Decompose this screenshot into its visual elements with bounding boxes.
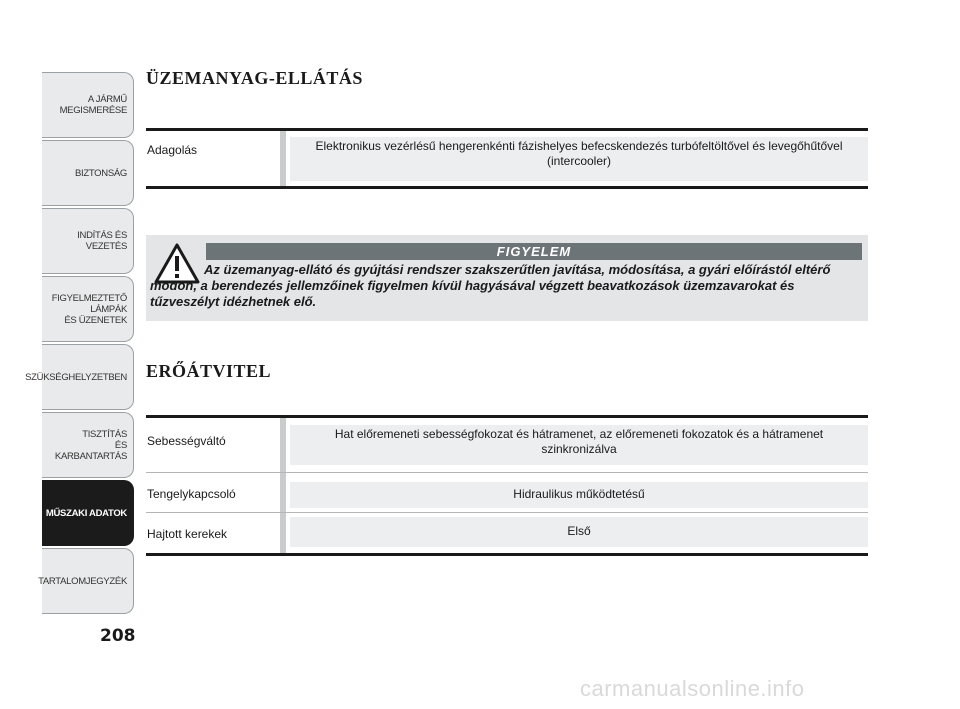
table-top-rule [146, 128, 868, 131]
table-top-rule [146, 415, 868, 418]
tab-vehicle-overview[interactable] [42, 72, 134, 138]
section-title-fuel: ÜZEMANYAG-ELLÁTÁS [146, 68, 363, 88]
column-divider [280, 131, 286, 186]
tab-starting-driving[interactable] [42, 208, 134, 274]
warning-text [150, 262, 850, 310]
watermark: carmanualsonline.info [580, 676, 805, 701]
warning-heading: FIGYELEM [206, 243, 862, 260]
page-number: 208 [100, 626, 136, 646]
tab-warning-lights[interactable] [42, 276, 134, 342]
column-divider [280, 418, 286, 554]
warning-body: Az üzemanyag-ellátó és gyújtási rendszer szakszerűtlen javítása, módosítása, a gyári előírástól eltérő módon, a berendezés jellemzőinek figyelmen kívül hagyásával végzett beavatkozások üzemzavarokat és tűzveszélyt idézhetnek elő. [150, 262, 831, 309]
table-bottom-rule [146, 553, 868, 556]
row-separator [146, 512, 868, 513]
warning-box [146, 235, 868, 321]
row-value-gearbox: Hat előremeneti sebességfokozat és hátramenet, az előremeneti fokozatok és a hátramenet szinkronizálva [290, 425, 868, 465]
tab-label: BIZTONSÁG [74, 167, 127, 179]
tab-label: INDÍTÁS ÉS VEZETÉS [77, 230, 127, 252]
tab-technical-data[interactable] [42, 480, 134, 546]
row-value-injection: Elektronikus vezérlésű hengerenkénti fázishelyes befecskendezés turbófeltöltővel és levegőhűtővel (intercooler) [290, 137, 868, 181]
row-label-injection: Adagolás [147, 143, 198, 157]
row-label-driven-wheels: Hajtott kerekek [147, 527, 228, 541]
row-label-clutch: Tengelykapcsoló [147, 487, 236, 501]
tab-maintenance[interactable] [42, 412, 134, 478]
tab-label: A JÁRMŰ MEGISMERÉSE [59, 94, 127, 116]
tab-emergency[interactable] [25, 344, 134, 410]
tab-index[interactable] [38, 548, 134, 614]
tab-label: MŰSZAKI ADATOK [45, 507, 127, 519]
table-bottom-rule [146, 186, 868, 189]
row-value-driven-wheels: Első [290, 517, 868, 547]
tab-label: TARTALOMJEGYZÉK [38, 575, 127, 587]
tab-label: SZÜKSÉGHELYZETBEN [25, 371, 127, 383]
row-value-clutch: Hidraulikus működtetésű [290, 482, 868, 508]
tab-label: FIGYELMEZTETŐ LÁMPÁK ÉS ÜZENETEK [51, 292, 127, 326]
row-separator [146, 472, 868, 473]
tab-label: TISZTÍTÁS ÉS KARBANTARTÁS [54, 428, 127, 462]
section-title-transmission: ERŐÁTVITEL [146, 361, 272, 381]
row-label-gearbox: Sebességváltó [147, 434, 226, 448]
tab-safety[interactable] [42, 140, 134, 206]
